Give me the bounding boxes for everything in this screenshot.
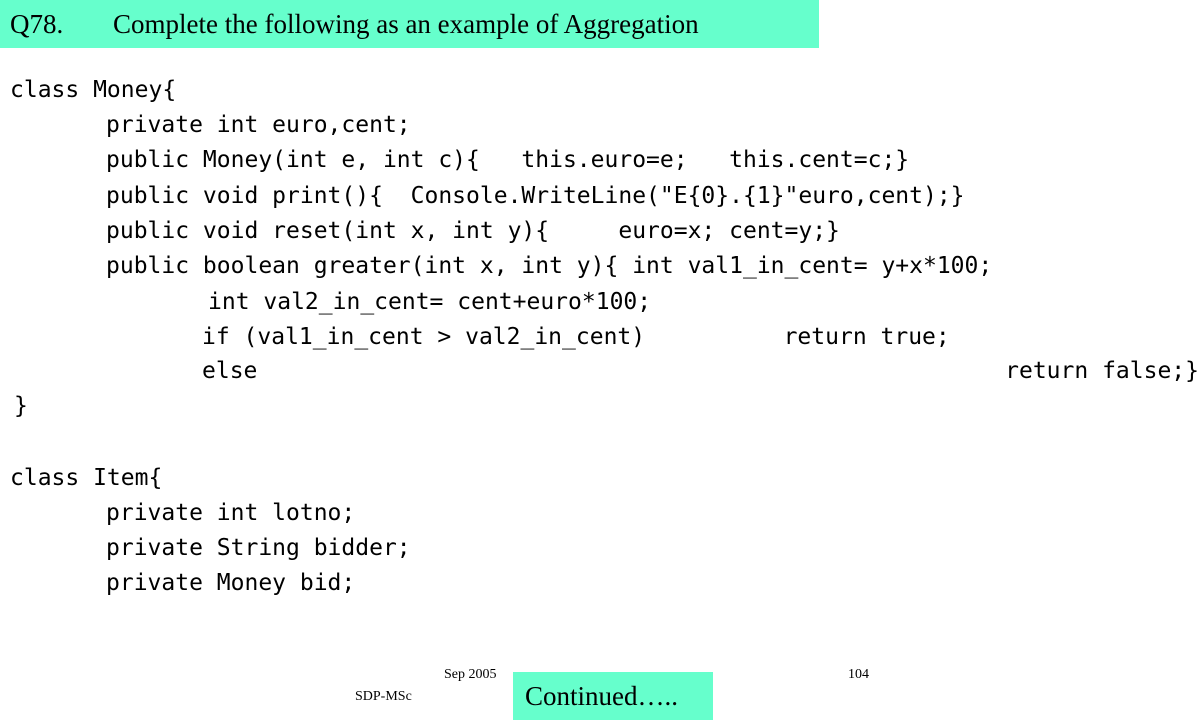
- code-line: public void print(){ Console.WriteLine("E{0}.{1}"euro,cent);}: [106, 183, 965, 209]
- code-line: public void reset(int x, int y){ euro=x; cent=y;}: [106, 218, 840, 244]
- question-number: Q78.: [10, 9, 64, 39]
- slide-title-box: [0, 0, 819, 48]
- code-line: public boolean greater(int x, int y){ int val1_in_cent= y+x*100;: [106, 253, 993, 279]
- code-line: else return false;}: [202, 358, 1199, 384]
- code-line: int val2_in_cent= cent+euro*100;: [208, 289, 652, 315]
- code-line: if (val1_in_cent > val2_in_cent) return true;: [202, 324, 950, 350]
- code-line: private int lotno;: [106, 500, 356, 526]
- page-number: 104: [848, 667, 869, 682]
- footer-date: Sep 2005: [444, 667, 497, 682]
- code-line: }: [14, 393, 28, 419]
- code-line: private int euro,cent;: [106, 112, 411, 138]
- footer-course: SDP-MSc: [355, 689, 412, 704]
- continued-box: [513, 672, 713, 720]
- code-line: class Item{: [10, 465, 163, 491]
- code-line: private Money bid;: [106, 570, 356, 596]
- code-line: private String bidder;: [106, 535, 411, 561]
- slide-title: Complete the following as an example of Aggregation: [113, 9, 699, 39]
- code-line: class Money{: [10, 77, 177, 103]
- code-line: public Money(int e, int c){ this.euro=e; this.cent=c;}: [106, 147, 910, 173]
- continued-label: Continued…..: [525, 681, 678, 711]
